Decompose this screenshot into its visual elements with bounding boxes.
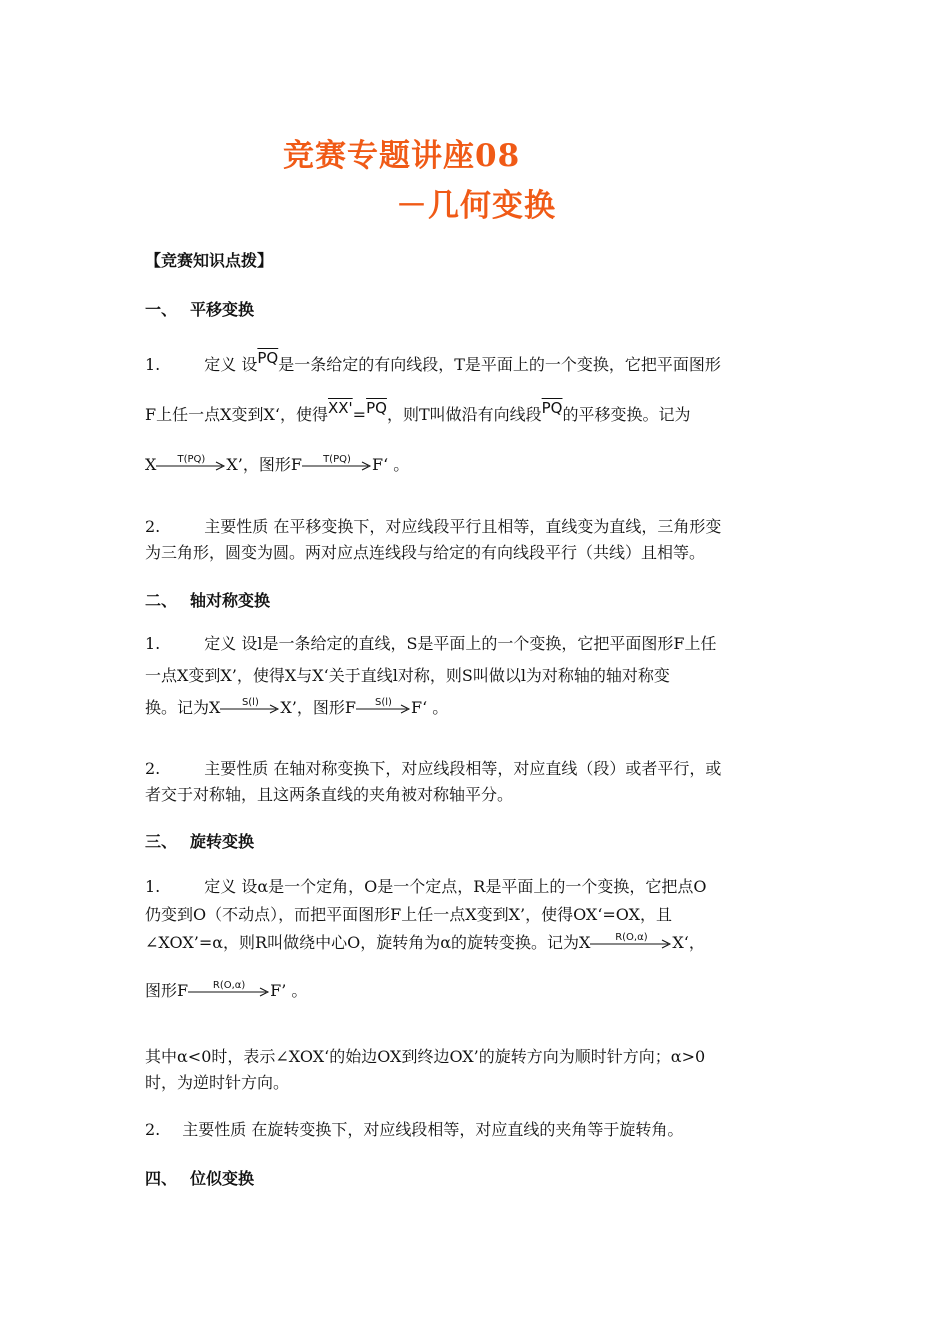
- section-2-definition: [145, 631, 805, 721]
- section-3-note: [145, 1044, 805, 1096]
- section-2-heading: [145, 588, 270, 611]
- section-number: 二、: [145, 591, 178, 610]
- text: F上任一点X变到X‘，使得: [145, 405, 328, 424]
- item-index: 1.: [145, 877, 161, 896]
- right-arrow-icon: [356, 704, 411, 714]
- text: 换。记为X: [145, 698, 221, 717]
- text: F’ 。: [270, 981, 308, 1000]
- text: 时，为逆时针方向。: [145, 1073, 290, 1092]
- text: 主要性质 在轴对称变换下，对应线段相等，对应直线（段）或者平行，或: [204, 759, 722, 778]
- text: ，则T叫做沿有向线段: [386, 405, 542, 424]
- equals-sign: =: [352, 405, 367, 424]
- vector-pq: $\overline{PQ}$: [541, 399, 563, 417]
- item-index: 2.: [145, 1120, 161, 1139]
- text: X‘，: [672, 933, 705, 952]
- mapping-arrow: [590, 931, 672, 953]
- arrow-label: T(PQ): [323, 453, 351, 465]
- text: 定义 设: [204, 355, 258, 374]
- text: 定义 设l是一条给定的直线，S是平面上的一个变换，它把平面图形F上任: [204, 634, 717, 653]
- vector-xx: XX': [327, 399, 353, 417]
- arrow-label: T(PQ): [177, 453, 206, 465]
- section-title: 位似变换: [190, 1169, 255, 1188]
- text: 主要性质 在旋转变换下，对应线段相等，对应直线的夹角等于旋转角。: [182, 1120, 684, 1139]
- section-1-properties: [145, 514, 805, 566]
- section-4-heading: [145, 1166, 254, 1189]
- text: 的平移变换。记为: [562, 405, 691, 424]
- section-1-heading: [145, 297, 254, 320]
- section-title: 平移变换: [190, 300, 255, 319]
- text: 仍变到O（不动点），而把平面图形F上任一点X变到X’，使得OX‘=OX，且: [145, 905, 673, 924]
- item-index: 2.: [145, 759, 161, 778]
- text: 主要性质 在平移变换下，对应线段平行且相等，直线变为直线，三角形变: [204, 517, 722, 536]
- section-number: 四、: [145, 1169, 178, 1188]
- section-3-definition: [145, 874, 805, 1004]
- section-number: 一、: [145, 300, 178, 319]
- arrow-label: S(l): [241, 696, 259, 708]
- section-3-properties: [145, 1117, 805, 1143]
- arrow-label: R(O,α): [615, 931, 648, 943]
- mapping-arrow: [188, 979, 270, 1001]
- section-2-properties: [145, 756, 805, 808]
- text: 是一条给定的有向线段，T是平面上的一个变换，它把平面图形: [278, 355, 721, 374]
- right-arrow-icon: [156, 461, 226, 471]
- right-arrow-icon: [590, 939, 672, 949]
- page-title: 竞赛专题讲座08: [283, 138, 521, 174]
- text: 为三角形，圆变为圆。两对应点连线段与给定的有向线段平行（共线）且相等。: [145, 543, 706, 562]
- right-arrow-icon: [188, 987, 270, 997]
- right-arrow-icon: [302, 461, 372, 471]
- vector-pq: $\overline{PQ}$: [257, 349, 279, 367]
- text: 其中α<0时，表示∠XOX‘的始边OX到终边OX’的旋转方向为顺时针方向；α>0: [145, 1047, 706, 1066]
- arrow-label: S(l): [375, 696, 392, 708]
- section-number: 三、: [145, 832, 178, 851]
- page-subtitle: －几何变换: [396, 188, 556, 224]
- text: 定义 设α是一个定角，O是一个定点，R是平面上的一个变换，它把点O: [204, 877, 707, 896]
- item-index: 2.: [145, 517, 161, 536]
- item-index: 1.: [145, 634, 161, 653]
- text: 者交于对称轴，且这两条直线的夹角被对称轴平分。: [145, 785, 514, 804]
- text: F‘ 。: [371, 455, 410, 474]
- section-title: 轴对称变换: [190, 591, 271, 610]
- text: ∠XOX’=α，则R叫做绕中心O，旋转角为α的旋转变换。记为X: [145, 933, 591, 952]
- mapping-arrow: [356, 696, 411, 718]
- text: X: [145, 455, 157, 474]
- text: F‘ 。: [411, 698, 449, 717]
- section-3-heading: [145, 829, 254, 852]
- knowledge-header: 【竞赛知识点拨】: [145, 251, 274, 270]
- text: 图形F: [145, 981, 189, 1000]
- arrow-label: R(O,α): [212, 979, 246, 991]
- text: X’，图形F: [280, 698, 356, 717]
- text: 一点X变到X’，使得X与X‘关于直线l对称，则S叫做以l为对称轴的轴对称变: [145, 666, 670, 685]
- vector-pq: $\overline{PQ}$: [366, 399, 387, 417]
- text: X’，图形F: [226, 455, 302, 474]
- section-1-definition: [145, 349, 805, 478]
- mapping-arrow: [220, 696, 280, 718]
- mapping-arrow: [156, 453, 226, 475]
- right-arrow-icon: [220, 704, 280, 714]
- item-index: 1.: [145, 355, 161, 374]
- mapping-arrow: [302, 453, 372, 475]
- section-title: 旋转变换: [190, 832, 255, 851]
